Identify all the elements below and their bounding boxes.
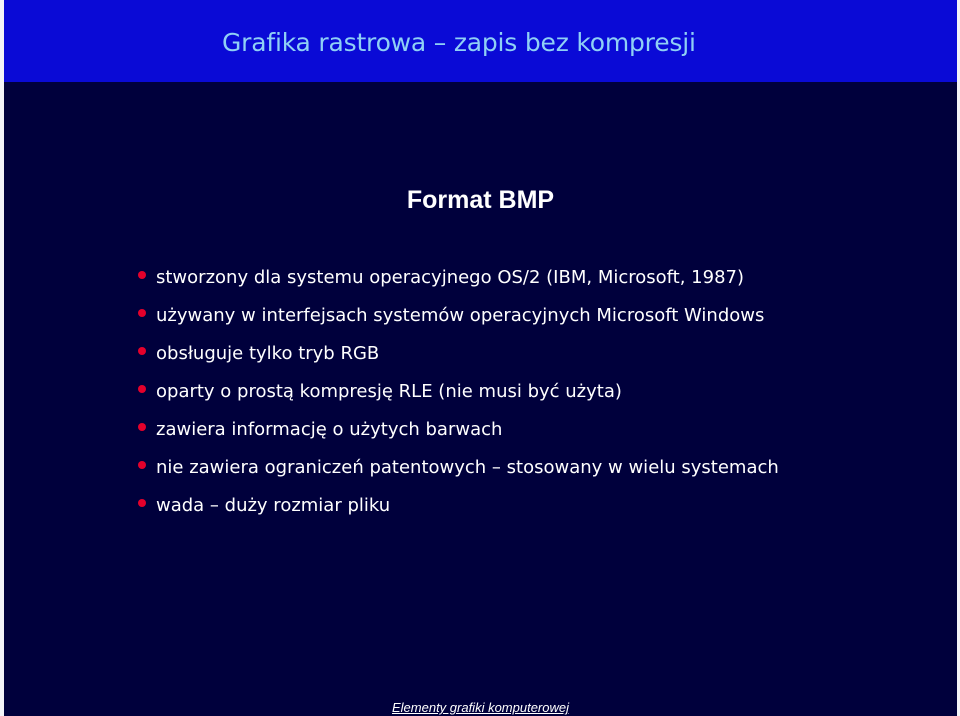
bullet-dot-icon — [138, 423, 146, 431]
bullet-text: obsługuje tylko tryb RGB — [156, 343, 380, 364]
bullet-dot-icon — [138, 271, 146, 279]
bullet-text: używany w interfejsach systemów operacyjnych Microsoft Windows — [156, 305, 765, 326]
bullet-dot-icon — [138, 385, 146, 393]
bullet-item — [134, 455, 779, 493]
bullet-item — [134, 417, 779, 455]
bullet-item — [134, 303, 779, 341]
footer-link[interactable]: Elementy grafiki komputerowej — [391, 700, 570, 715]
header-bar — [4, 0, 957, 82]
bullet-text: stworzony dla systemu operacyjnego OS/2 (IBM, Microsoft, 1987) — [156, 267, 745, 288]
bullet-dot-icon — [138, 347, 146, 355]
bullet-text: wada – duży rozmiar pliku — [156, 495, 391, 516]
bullet-item — [134, 265, 779, 303]
slide-subtitle: Format BMP — [406, 186, 555, 214]
bullet-dot-icon — [138, 309, 146, 317]
bullet-text: oparty o prostą kompresję RLE (nie musi być użyta) — [156, 381, 622, 402]
slide-header-title: Grafika rastrowa – zapis bez kompresji — [222, 28, 696, 57]
bullet-dot-icon — [138, 461, 146, 469]
bullet-item — [134, 341, 779, 379]
bullet-dot-icon — [138, 499, 146, 507]
bullet-text: zawiera informację o użytych barwach — [156, 419, 503, 440]
bullet-list — [134, 265, 779, 531]
bullet-item — [134, 379, 779, 417]
bullet-text: nie zawiera ograniczeń patentowych – stosowany w wielu systemach — [156, 457, 779, 478]
bullet-item — [134, 493, 779, 531]
